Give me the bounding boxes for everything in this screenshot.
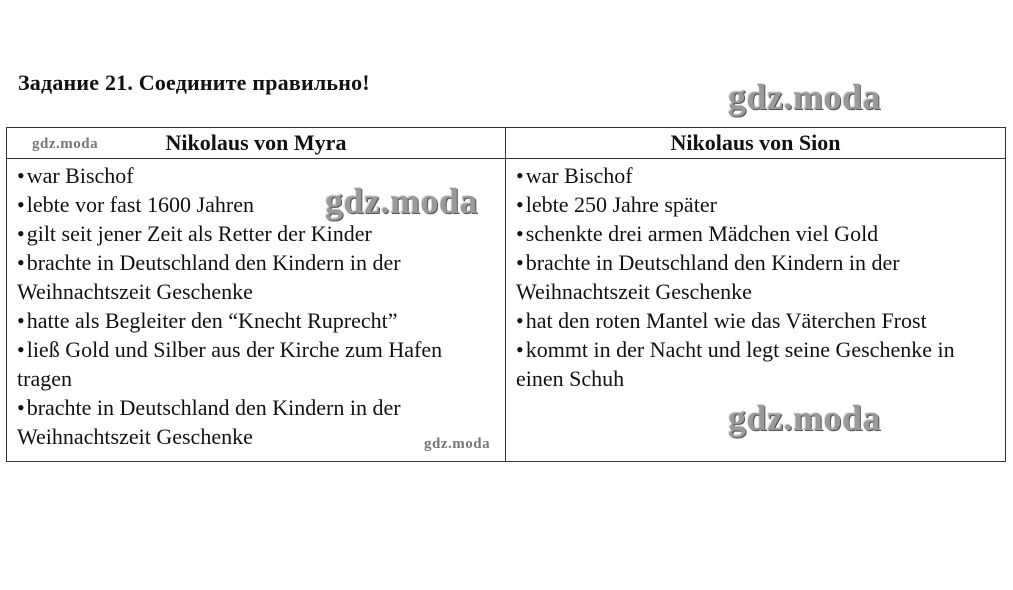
watermark-bottom-center: gdz.moda: [424, 436, 491, 452]
list-item: • kommt in der Nacht und legt seine Geschenke in einen Schuh: [516, 335, 995, 393]
table-header-row: [7, 128, 1006, 159]
watermark-center: gdz.moda: [325, 181, 479, 221]
list-item: • hatte als Begleiter den “Knecht Ruprecht”: [17, 306, 495, 335]
list-item: • schenkte drei armen Mädchen viel Gold: [516, 219, 995, 248]
list-item: • war Bischof: [17, 161, 495, 190]
list-item: • brachte in Deutschland den Kindern in der Weihnachtszeit Geschenke: [17, 393, 495, 451]
header-sion: Nikolaus von Sion: [506, 128, 1006, 159]
task-title: Задание 21. Соедините правильно!: [18, 70, 370, 95]
list-item: • gilt seit jener Zeit als Retter der Kinder: [17, 219, 495, 248]
list-item: • hat den roten Mantel wie das Väterchen Frost: [516, 306, 995, 335]
list-item: • brachte in Deutschland den Kindern in der Weihnachtszeit Geschenke: [516, 248, 995, 306]
list-item: • ließ Gold und Silber aus der Kirche zum Hafen tragen: [17, 335, 495, 393]
watermark-bottom-right: gdz.moda: [728, 398, 882, 438]
watermark-top-right: gdz.moda: [728, 77, 882, 117]
watermark-table-left: gdz.moda: [32, 136, 99, 152]
list-item: • brachte in Deutschland den Kindern in der Weihnachtszeit Geschenke: [17, 248, 495, 306]
list-item: • lebte vor fast 1600 Jahren: [17, 190, 495, 219]
header-myra: Nikolaus von Myra: [7, 128, 506, 159]
list-item: • war Bischof: [516, 161, 995, 190]
list-item: • lebte 250 Jahre später: [516, 190, 995, 219]
